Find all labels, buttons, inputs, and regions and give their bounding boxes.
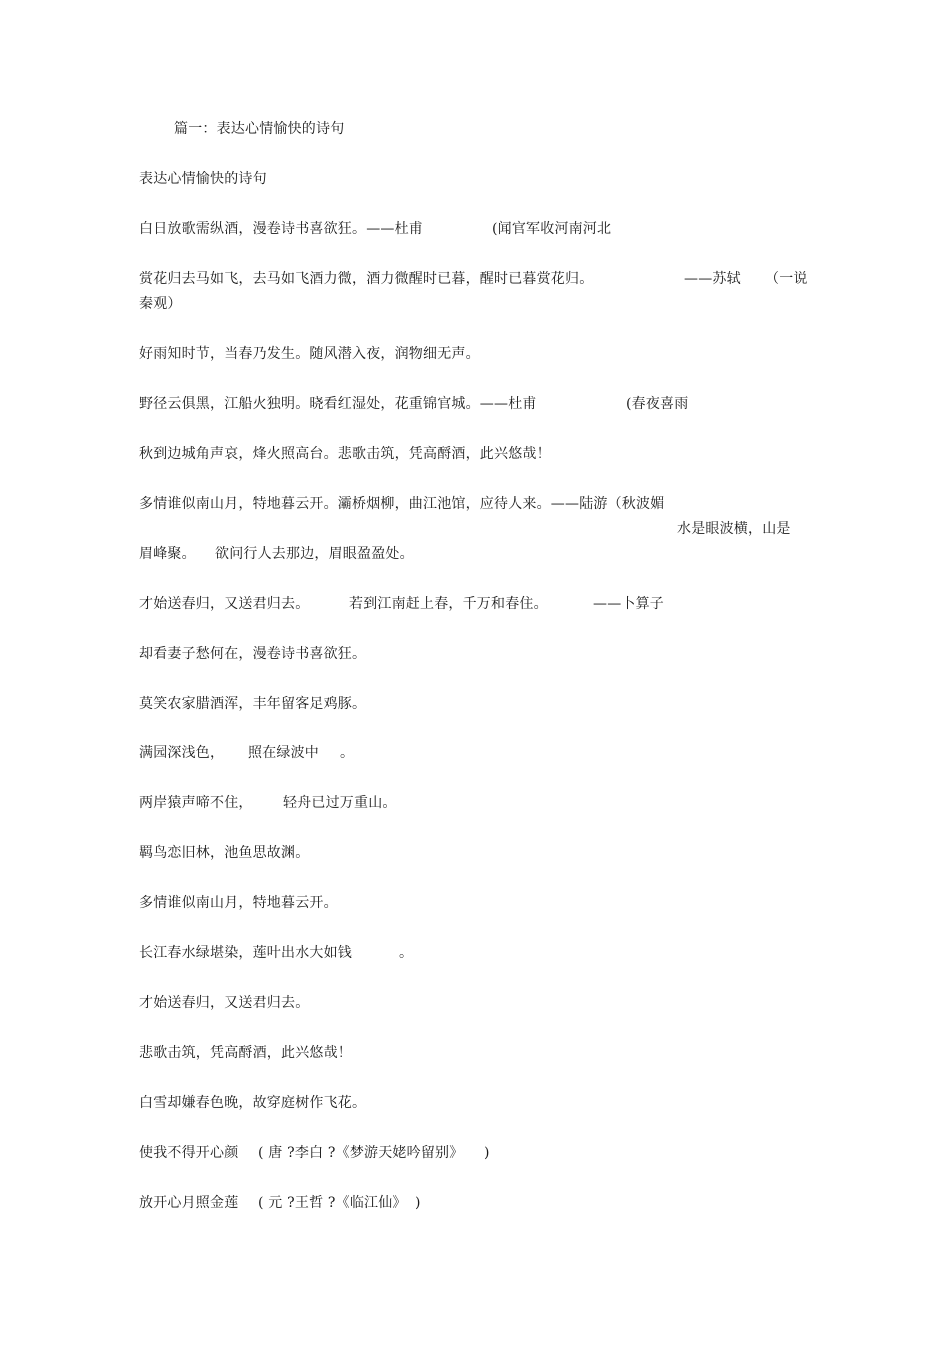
poem-line-author: ——苏轼 xyxy=(684,271,741,287)
poem-line-punct: 。 xyxy=(340,745,355,761)
poem-line-note: （一说 xyxy=(765,271,808,287)
poem-line: 白雪却嫌春色晚，故穿庭树作飞花。 xyxy=(139,1095,367,1111)
poem-line-continued: 秦观） xyxy=(139,296,182,312)
poem-line: 羁鸟恋旧林，池鱼思故渊。 xyxy=(139,845,310,861)
poem-line: 好雨知时节，当春乃发生。随风潜入夜，润物细无声。 xyxy=(139,346,480,362)
poem-line: 使我不得开心颜 xyxy=(139,1145,239,1161)
poem-line-source: ——卜算子 xyxy=(593,596,664,612)
document-subheading: 表达心情愉快的诗句 xyxy=(139,171,267,187)
poem-line-part: 欲问行人去那边，眉眼盈盈处。 xyxy=(215,546,414,562)
poem-line: 放开心月照金莲 xyxy=(139,1195,239,1211)
document-heading: 篇一：表达心情愉快的诗句 xyxy=(174,121,345,137)
poem-line: 却看妻子愁何在，漫卷诗书喜欲狂。 xyxy=(139,646,367,662)
poem-line: 白日放歌需纵酒，漫卷诗书喜欲狂。——杜甫 xyxy=(139,221,423,237)
poem-line: 野径云俱黑，江船火独明。晓看红湿处，花重锦官城。——杜甫 xyxy=(139,396,537,412)
poem-line-source: ( 唐 ?李白 ?《梦游天姥吟留别》 xyxy=(258,1145,464,1161)
poem-line-punct: ) xyxy=(415,1195,421,1211)
poem-line: 莫笑农家腊酒浑，丰年留客足鸡豚。 xyxy=(139,696,367,712)
poem-line: 赏花归去马如飞，去马如飞酒力微，酒力微醒时已暮，醒时已暮赏花归。 xyxy=(139,271,594,287)
poem-line-continued: 水是眼波横，山是 xyxy=(677,521,791,537)
poem-line: 满园深浅色， xyxy=(139,745,225,761)
poem-line-punct: ) xyxy=(484,1145,490,1161)
poem-line: 眉峰聚。 xyxy=(139,546,196,562)
poem-line-source: (闻官军收河南河北 xyxy=(492,221,612,237)
poem-line-punct: 。 xyxy=(399,945,414,961)
poem-line-part: 轻舟已过万重山。 xyxy=(283,795,397,811)
poem-line: 才始送春归，又送君归去。 xyxy=(139,995,310,1011)
poem-line: 秋到边城角声哀，烽火照高台。悲歌击筑，凭高酹酒，此兴悠哉！ xyxy=(139,446,551,462)
poem-line: 长江春水绿堪染，莲叶出水大如钱 xyxy=(139,945,352,961)
poem-line: 悲歌击筑，凭高酹酒，此兴悠哉！ xyxy=(139,1045,352,1061)
poem-line-part: 若到江南赶上春，千万和春住。 xyxy=(349,596,548,612)
poem-line-source: (春夜喜雨 xyxy=(626,396,689,412)
poem-line-part: 照在绿波中 xyxy=(248,745,319,761)
poem-line-source: ( 元 ?王哲 ?《临江仙》 xyxy=(258,1195,407,1211)
poem-line: 多情谁似南山月，特地暮云开。灞桥烟柳，曲江池馆，应待人来。——陆游（秋波媚 xyxy=(139,496,665,512)
poem-line: 多情谁似南山月，特地暮云开。 xyxy=(139,895,338,911)
poem-line: 两岸猿声啼不住， xyxy=(139,795,253,811)
poem-line: 才始送春归，又送君归去。 xyxy=(139,596,310,612)
